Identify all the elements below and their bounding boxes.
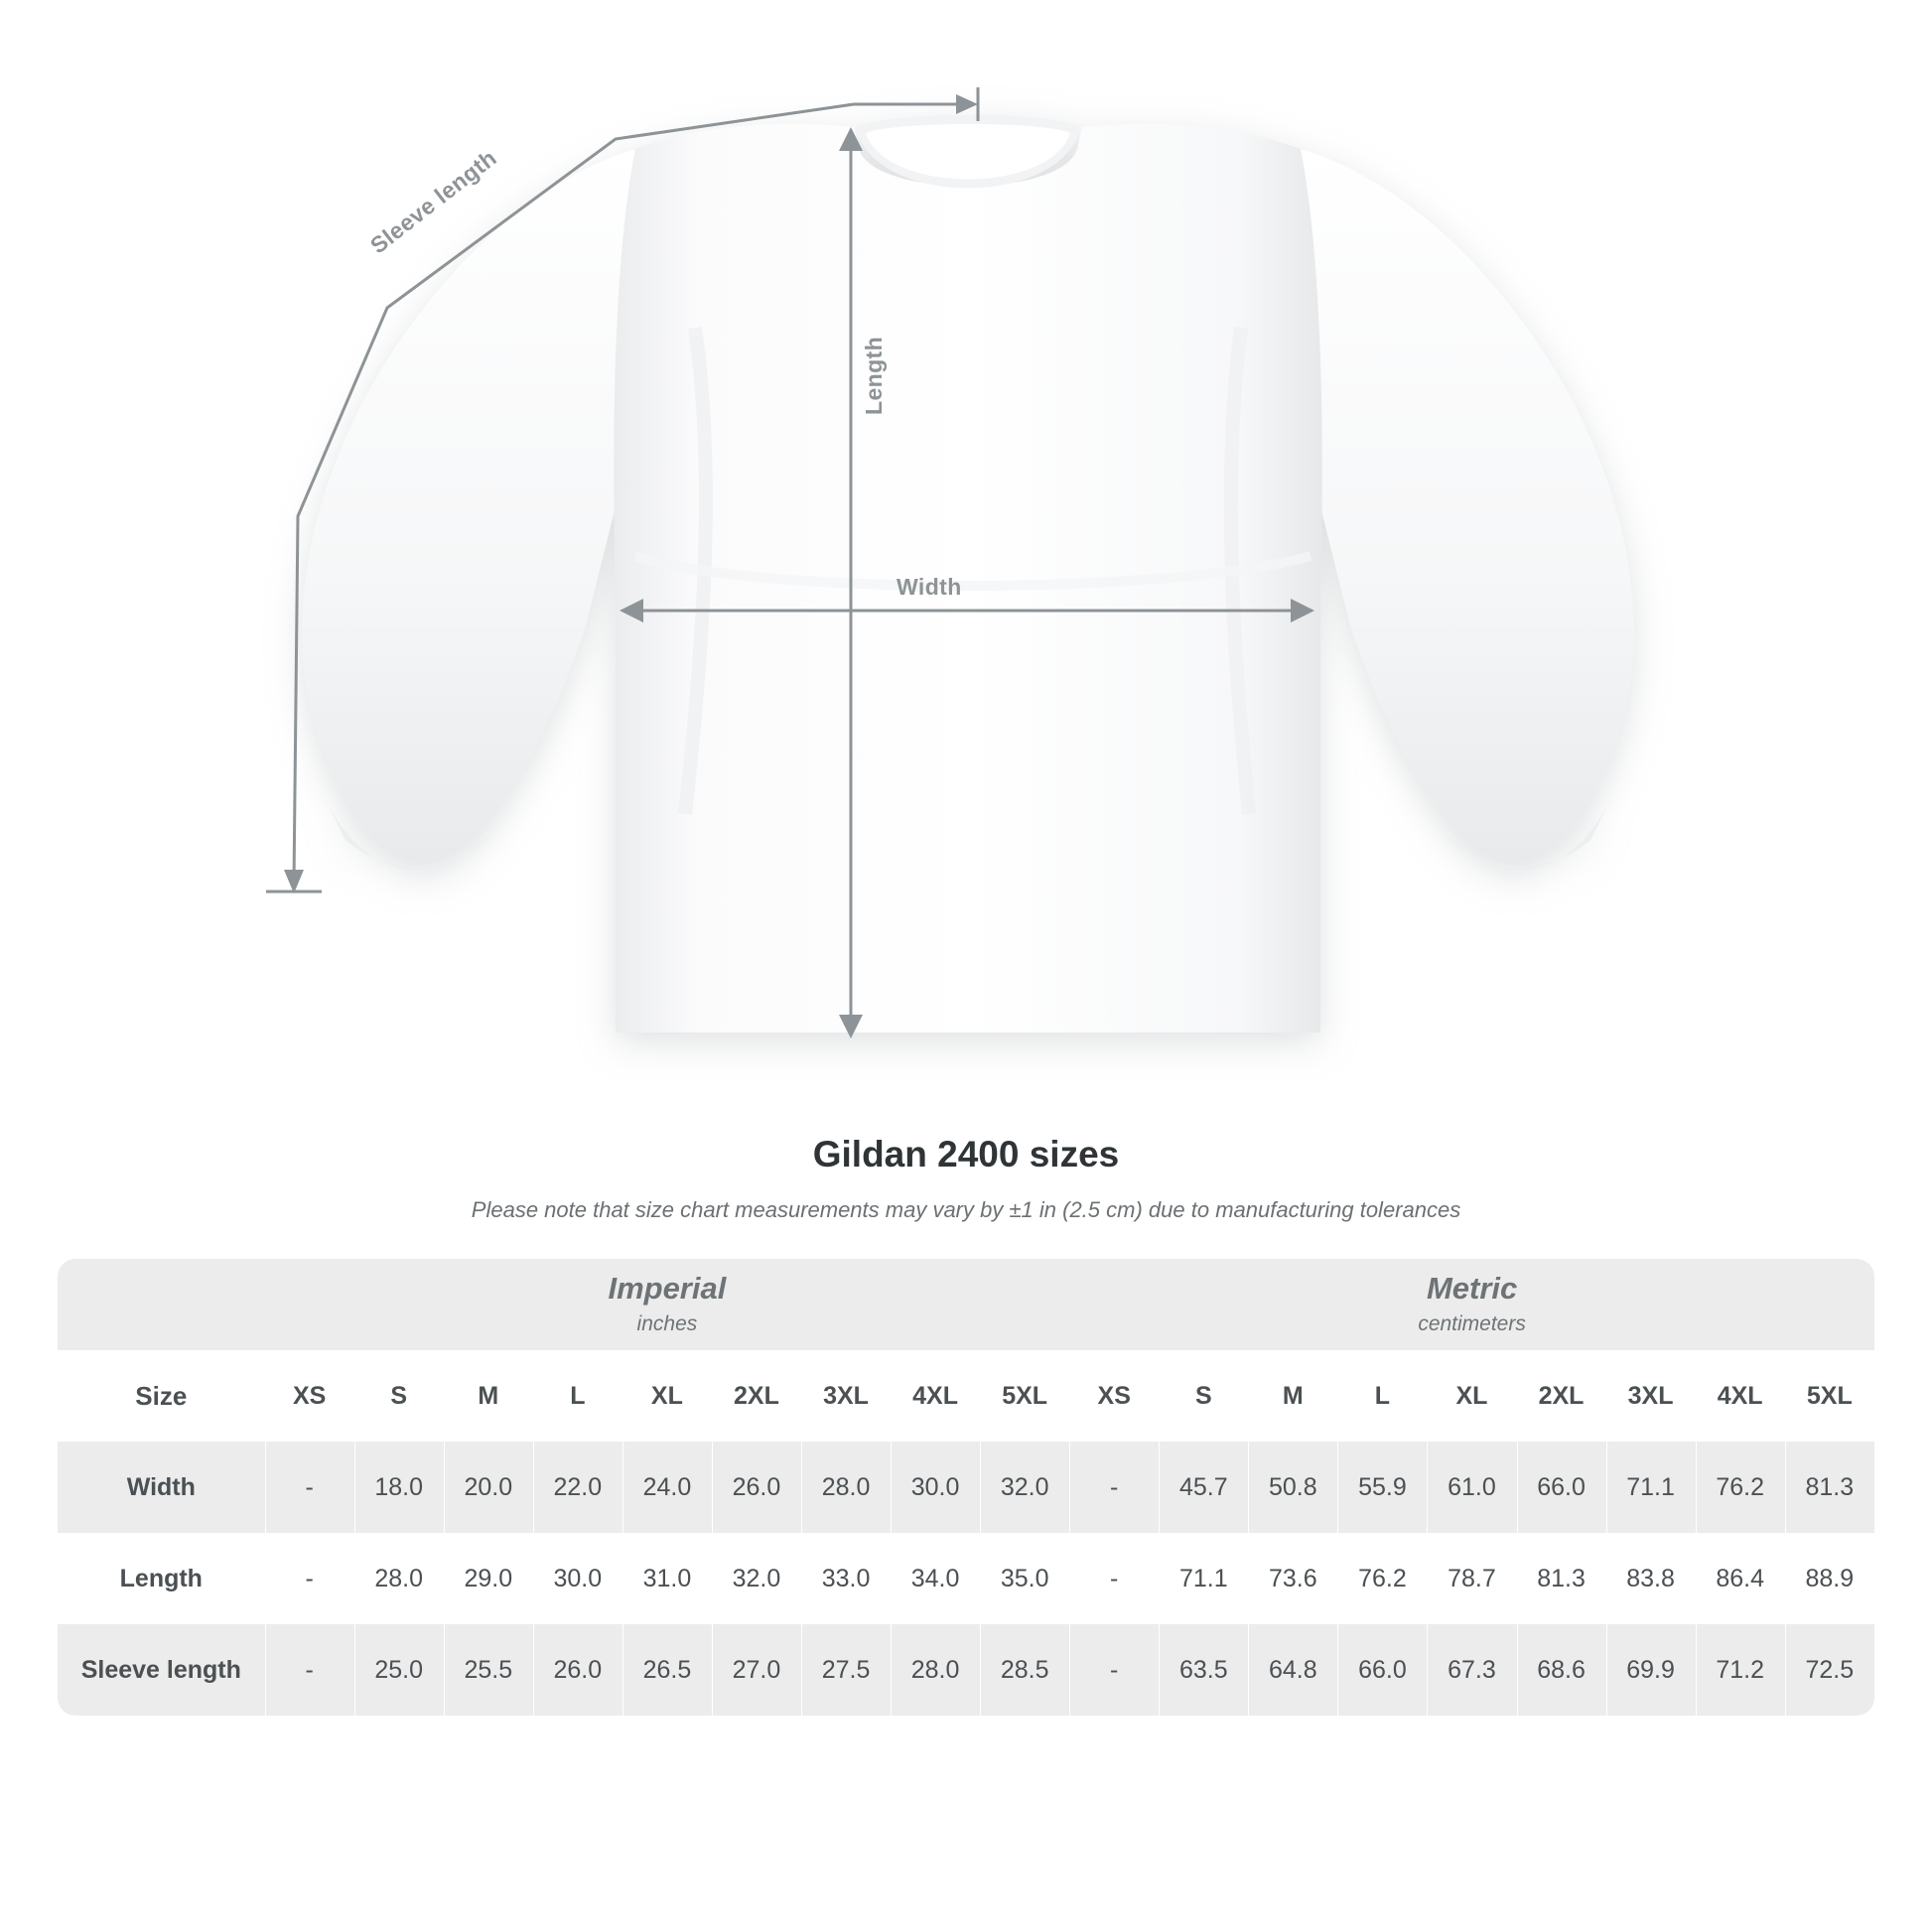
size-col-imperial-l: L [533,1350,622,1442]
length-imperial-s: 28.0 [354,1533,444,1624]
sleeve-imperial-s: 25.0 [354,1624,444,1716]
length-metric-4xl: 86.4 [1696,1533,1785,1624]
length-metric-xs: - [1069,1533,1159,1624]
width-metric-2xl: 66.0 [1517,1442,1606,1533]
sleeve-metric-2xl: 68.6 [1517,1624,1606,1716]
length-imperial-l: 30.0 [533,1533,622,1624]
size-col-imperial-xl: XL [622,1350,712,1442]
width-imperial-5xl: 32.0 [980,1442,1069,1533]
sleeve-metric-3xl: 69.9 [1606,1624,1696,1716]
length-imperial-m: 29.0 [444,1533,533,1624]
width-imperial-s: 18.0 [354,1442,444,1533]
sleeve-imperial-2xl: 27.0 [712,1624,801,1716]
width-imperial-3xl: 28.0 [801,1442,891,1533]
length-metric-m: 73.6 [1248,1533,1337,1624]
sleeve-imperial-3xl: 27.5 [801,1624,891,1716]
length-imperial-4xl: 34.0 [891,1533,980,1624]
page-title: Gildan 2400 sizes [812,1134,1120,1174]
sleeve-metric-l: 66.0 [1337,1624,1427,1716]
width-metric-l: 55.9 [1337,1442,1427,1533]
size-header-row [58,1350,1874,1442]
sleeve-metric-xl: 67.3 [1427,1624,1516,1716]
sleeve-length-dimension-label: Sleeve length [365,144,501,259]
metric-label: Metric [1426,1270,1518,1306]
width-imperial-2xl: 26.0 [712,1442,801,1533]
imperial-label: Imperial [608,1270,727,1306]
title-block [0,1134,1932,1223]
width-imperial-m: 20.0 [444,1442,533,1533]
size-col-metric-l: L [1337,1350,1427,1442]
size-col-metric-s: S [1159,1350,1248,1442]
tolerance-note: Please note that size chart measurements may vary by ±1 in (2.5 cm) due to manufacturing tolerances [471,1197,1461,1222]
width-imperial-l: 22.0 [533,1442,622,1533]
width-imperial-xl: 24.0 [622,1442,712,1533]
unit-header-row [58,1259,1874,1350]
sleeve-imperial-xs: - [265,1624,354,1716]
table-row-width [58,1442,1874,1533]
size-table [58,1259,1874,1716]
width-metric-s: 45.7 [1159,1442,1248,1533]
size-col-metric-xs: XS [1069,1350,1159,1442]
sleeve-metric-4xl: 71.2 [1696,1624,1785,1716]
sleeve-imperial-xl: 26.5 [622,1624,712,1716]
size-col-imperial-s: S [354,1350,444,1442]
size-col-metric-4xl: 4XL [1696,1350,1785,1442]
metric-group-header [1069,1259,1874,1350]
length-imperial-xs: - [265,1533,354,1624]
width-metric-5xl: 81.3 [1785,1442,1874,1533]
size-col-metric-2xl: 2XL [1517,1350,1606,1442]
sleeve-imperial-5xl: 28.5 [980,1624,1069,1716]
size-col-imperial-m: M [444,1350,533,1442]
length-imperial-5xl: 35.0 [980,1533,1069,1624]
metric-unit: centimeters [1418,1311,1526,1335]
size-col-metric-5xl: 5XL [1785,1350,1874,1442]
sleeve-metric-m: 64.8 [1248,1624,1337,1716]
size-col-metric-m: M [1248,1350,1337,1442]
length-metric-5xl: 88.9 [1785,1533,1874,1624]
width-metric-3xl: 71.1 [1606,1442,1696,1533]
size-col-imperial-5xl: 5XL [980,1350,1069,1442]
row-label-width: Width [58,1442,265,1533]
imperial-unit: inches [636,1311,698,1335]
sleeve-metric-xs: - [1069,1624,1159,1716]
size-col-imperial-xs: XS [265,1350,354,1442]
length-dimension-label: Length [861,336,887,415]
table-row-length [58,1533,1874,1624]
length-metric-3xl: 83.8 [1606,1533,1696,1624]
width-imperial-xs: - [265,1442,354,1533]
imperial-group-header [265,1259,1070,1350]
length-metric-2xl: 81.3 [1517,1533,1606,1624]
width-metric-xl: 61.0 [1427,1442,1516,1533]
sleeve-imperial-l: 26.0 [533,1624,622,1716]
row-label-sleeve-length: Sleeve length [58,1624,265,1716]
size-col-metric-xl: XL [1427,1350,1516,1442]
size-col-metric-3xl: 3XL [1606,1350,1696,1442]
size-table-wrapper [58,1259,1874,1716]
width-metric-xs: - [1069,1442,1159,1533]
length-metric-l: 76.2 [1337,1533,1427,1624]
length-imperial-2xl: 32.0 [712,1533,801,1624]
size-col-imperial-2xl: 2XL [712,1350,801,1442]
width-dimension-label: Width [897,574,962,600]
size-col-imperial-3xl: 3XL [801,1350,891,1442]
sleeve-imperial-4xl: 28.0 [891,1624,980,1716]
size-header-cell: Size [58,1350,265,1442]
row-label-length: Length [58,1533,265,1624]
unit-row-spacer [58,1259,265,1350]
sleeve-metric-s: 63.5 [1159,1624,1248,1716]
length-imperial-3xl: 33.0 [801,1533,891,1624]
length-metric-xl: 78.7 [1427,1533,1516,1624]
table-row-sleeve-length [58,1624,1874,1716]
sleeve-metric-5xl: 72.5 [1785,1624,1874,1716]
length-metric-s: 71.1 [1159,1533,1248,1624]
sleeve-imperial-m: 25.5 [444,1624,533,1716]
width-imperial-4xl: 30.0 [891,1442,980,1533]
width-metric-m: 50.8 [1248,1442,1337,1533]
length-imperial-xl: 31.0 [622,1533,712,1624]
width-metric-4xl: 76.2 [1696,1442,1785,1533]
size-col-imperial-4xl: 4XL [891,1350,980,1442]
